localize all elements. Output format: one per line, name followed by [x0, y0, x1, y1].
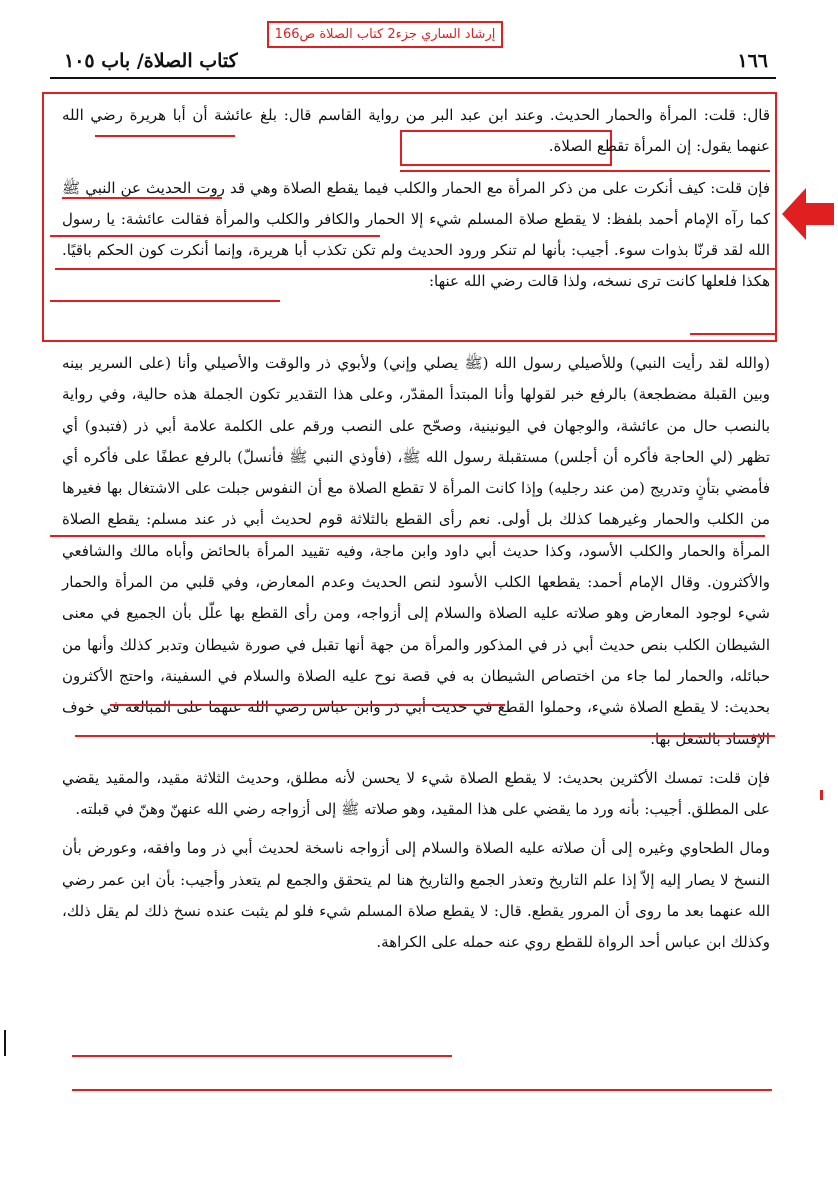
underline: [75, 735, 775, 737]
underline: [690, 333, 775, 335]
source-reference-label: إرشاد الساري جزء2 كتاب الصلاة ص166: [267, 21, 503, 48]
underline: [50, 235, 380, 237]
header-rule: [50, 77, 776, 79]
margin-tick: [4, 1030, 6, 1056]
underline: [72, 1055, 452, 1057]
paragraph-1: قال: قلت: المرأة والحمار الحديث. وعند ابن عبد البر من رواية القاسم قال: بلغ عائشة أن أبا هريرة رضي الله عنهما يقول: إن المرأة تقطع الصلاة.: [62, 106, 770, 156]
underline: [55, 268, 775, 270]
body-text: [62, 348, 770, 959]
paragraph-3: (والله لقد رأيت النبي) وللأصيلي رسول الله (ﷺ يصلي وإني) ولأبوي ذر والوقت والأصيلي وأنا (على السرير بينه وبين القبلة مضطجعة) بالرفع خبر لقولها وأنا المبتدأ المقدّر، وعلى هذا التقدير تكون الجملة هذه حالية، وفي رواية بالنصب حال من عائشة، والوجهان في اليونينية، وصحّح على النصب ورقم على الكلمة علامة أبي ذر (فتبدو) أي تظهر (لي الحاجة فأكره أن أجلس) مستقبلة رسول الله ﷺ، (فأوذي النبي ﷺ فأنسلّ) بالرفع عطفًا على فأكره أي فأمضي بتأنٍ وتدريج (من عند رجليه) وإذا كانت المرأة لا تقطع الصلاة مع أن النفوس جبلت على الاشتغال بها فغيرها من الكلب والحمار وغيرهما كذلك بل أولى. نعم رأى القطع بالثلاثة قوم لحديث أبي ذر عند مسلم: يقطع الصلاة المرأة والحمار والكلب الأسود، وكذا حديث أبي داود وابن ماجة، وفيه تقييد المرأة بالحائض وأباه مالك والشافعي والأكثرون. وقال الإمام أحمد: يقطعها الكلب الأسود لنص الحديث وعدم المعارض، وفي قلبي من المرأة والحمار شيء لوجود المعارض وهو صلاته عليه الصلاة والسلام إلى أزواجه، ومن رأى القطع بها علّل بأن الجميع في معنى الشيطان الكلب بنص حديث أبي ذر في المذكور والمرأة من جهة أنها تقبل في صورة شيطان وتدبر كذلك وأنها من حبائله، والحمار لما جاء من اختصاص الشيطان به في قصة نوح عليه الصلاة والسلام في السفينة، واحتج الأكثرون بحديث: لا يقطع الصلاة شيء، وحملوا القطع في حديث أبي ذر وابن عباس رضي الله عنهما على المبالغة في خوف الإفساد بالشغل بها.: [62, 354, 770, 748]
page-number: ١٦٦: [737, 50, 768, 72]
chapter-title: كتاب الصلاة/ باب ١٠٥: [64, 50, 238, 72]
underline: [72, 1089, 772, 1091]
paragraph-5: ومال الطحاوي وغيره إلى أن صلاته عليه الصلاة والسلام إلى أزواجه ناسخة لحديث أبي ذر وما وافقه، وعورض بأن النسخ لا يصار إليه إلاّ إذا علم التاريخ وتعذر الجمع والتاريخ هنا لم يتحقق والجمع لم يتعذر وأجيب: بأن ابن عمر رضي الله عنهما بعد ما روى أن المرور يقطع. قال: لا يقطع صلاة المسلم شيء فلو لم يثبت عنده نسخ ذلك لم يقل ذلك، وكذلك ابن عباس أحد الرواة للقطع روي عنه حمله على الكراهة.: [62, 839, 770, 952]
margin-mark: [820, 790, 823, 800]
underline: [400, 170, 770, 172]
paragraph-4: فإن قلت: تمسك الأكثرين بحديث: لا يقطع الصلاة شيء لا يحسن لأنه مطلق، وحديث الثلاثة مقيد، والمقيد يقضي على المطلق. أجيب: بأنه ورد ما يقضي على هذا المقيد، وهو صلاته ﷺ إلى أزواجه رضي الله عنهنّ وهنّ في قبلته.: [62, 768, 770, 819]
underline: [95, 135, 235, 137]
pointer-arrow-icon: [782, 186, 834, 242]
paragraph-2: فإن قلت: كيف أنكرت على من ذكر المرأة مع الحمار والكلب فيما يقطع الصلاة وهي قد روت الحديث عن النبي ﷺ كما رآه الإمام أحمد بلفظ: لا يقطع صلاة المسلم شيء إلا الحمار والكافر والكلب والمرأة فقالت عائشة: يا رسول الله لقد قرنّا بذوات سوء. أجيب: بأنها لم تنكر ورود الحديث ولم تكن تكذب أبا هريرة، وإنما أنكرت كون الحكم باقيًا. هكذا فلعلها كانت ترى نسخه، ولذا قالت رضي الله عنها:: [62, 178, 770, 291]
underline: [50, 535, 765, 537]
underline: [50, 300, 280, 302]
underline: [110, 704, 505, 706]
underline: [62, 197, 222, 199]
